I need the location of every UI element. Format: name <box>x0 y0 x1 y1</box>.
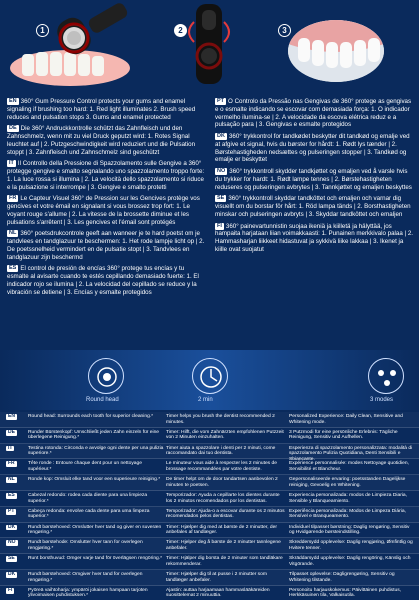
row-timer-text: Timer: Hjælper dig med at børste de 2 minutter, der anbefales af tandlæger. <box>166 524 277 536</box>
lang-block-no <box>215 168 415 191</box>
step-number-2: 2 <box>174 24 187 37</box>
timer-icon <box>192 358 228 394</box>
row-head-text: Rundt børstehoved: Omgiver hver tand for overlegen rengøring.* <box>28 571 143 583</box>
row-lang-code: FR <box>8 460 15 467</box>
teeth-icon <box>288 20 384 82</box>
row-timer-text: Timer aiuta a spazzolare i denti per 2 minuti, come raccomandato dai tuo dentista. <box>166 445 276 457</box>
row-modes-text: Expérience personnalisée: modes Nettoyage quotidien, Sensibilité et Blancheur. <box>289 461 409 473</box>
row-head-text: Runder Bürstenkopf: Umschließt jeden Zahn einzeln für eine überlegene Reinigung.* <box>28 429 160 441</box>
row-modes-text: Personalized Experience: Daily Clean, Sensitive and Whitening mode. <box>289 414 403 425</box>
table-row <box>0 475 419 491</box>
row-head-text: Rundt børstehoved: Omslutter hver tand og giver en suveræn rengøring.* <box>28 524 162 536</box>
row-head-text: Cabezal redondo: rodea cada diente para una limpieza superior.* <box>28 492 148 504</box>
lang-text: O Controlo da Pressão nas Gengivas de 360° protege as gengivas e o esmalte indicando se escovar com demasiada força: 1. O indicador vermelho ilumina-se | 2. A velocidade da escova elétrica reduz e a pulsação para | 3. Gengivas e esmalte protegidos <box>215 98 412 129</box>
lang-block-nl <box>7 230 207 261</box>
lang-text: 360° painevartunnistin suojaa ikeniä ja kiilletä ja hälyttää, jos hampaita harjataan liian voimakkaasti: 1. Punainen merkkivalo palaa | 2. Hammasharjan liikkeet hidastuvat ja sykkivä liike lakkaa | 3. Ikenet ja kiille ovat suojatut <box>215 222 413 253</box>
lang-text: 360° Gum Pressure Control protects your gums and enamel signaling if brushing too hard: 1. Red light illuminates 2. Brush speed reduces and pulsation stops 3. Gums and enamel protected <box>7 98 196 121</box>
gum-pressure-brush-icon <box>0 0 150 95</box>
row-lang-code: DK <box>8 570 16 577</box>
row-timer-text: Timer: Hjælper dig til at pusse i 2 minutter som tandlæger anbefaler. <box>166 571 267 583</box>
lang-block-fi <box>215 223 415 254</box>
row-timer-text: Ajastin: auttaa harjaamaan hammaslääkäreiden suosittelemat 2 minuuttia. <box>166 587 270 599</box>
modes-icon <box>368 358 404 394</box>
row-lang-code: NO <box>8 539 16 546</box>
row-head-text: Cabeça redonda: envolve cada dente para uma limpeza superior.* <box>28 508 150 520</box>
step-2-illustration <box>150 0 270 95</box>
row-modes-text: Skräddarsydd upplevelse: Daglig rengöring, Känslig och Vitgörande. <box>289 556 411 567</box>
step-1-illustration <box>0 0 150 95</box>
row-timer-text: Temporizador: Ayuda a cepillarte los dientes durante los 2 minutos recomendados por los dentistas. <box>166 492 280 504</box>
lang-text: 360° trykkontrol for tandkødet beskytter dit tandkød og emalje ved at afgive et signal, hvis du børster for hårdt: 1. Rødt lys tænder | 2. Børstehastigheden nedsættes og pulseringen stopper | 3. Tandkød og emalje er beskyttet <box>215 133 410 164</box>
row-timer-text: Timer: Hilft, die vom Zahnärzten empfohlenen Putzzeit von 2 Minuten einzuhalten. <box>166 429 284 441</box>
table-row <box>0 428 419 444</box>
row-head-text: Ronde kop: Omsluit elke tand voor een superieure reiniging.* <box>28 477 161 483</box>
table-row <box>0 570 419 586</box>
lang-tag: IT <box>9 160 14 167</box>
step-number-1: 1 <box>36 24 49 37</box>
row-timer-text: Timer: Hjälper dig borsta de 2 minuter som tandläkare rekommenderar. <box>166 556 283 567</box>
row-head-text: Testina rotonda: Circonda e avvolge ogni dente per una pulizia superiore.* <box>28 445 164 457</box>
step-3-illustration <box>270 0 419 95</box>
lang-block-en <box>7 98 207 121</box>
row-timer-text: Timer: Hjelper deg å børste de 2 minutter tannlegene anbefaler. <box>166 540 281 552</box>
feature-caption-timer: 2 min <box>198 397 213 403</box>
row-timer-text: De timer helpt om de door tandartsen aanbevolen 2 minuten te poetsen. <box>166 477 278 488</box>
feature-caption-modes: 3 modes <box>370 397 394 403</box>
lang-text: Die 360° Andruckkontrolle schützt das Zahnfleisch und den Zahnschmelz, wenn mit zu viel Druck geputzt wird: 1. Rotes Signal leuchtet auf | 2. Putzgeschwindigkeit wird reduziert und die Pulsation stoppt | 3. Zahnfleisch und Zahnschmelz sind geschützt <box>7 125 196 156</box>
lang-tag: NL <box>9 230 17 237</box>
round-head-icon <box>88 358 124 394</box>
lang-tag: ES <box>9 265 17 272</box>
lang-tag: DE <box>9 125 17 132</box>
gums-enamel-circle <box>288 20 384 82</box>
row-lang-code: ES <box>8 491 15 498</box>
toothbrush-handle-icon <box>150 0 270 95</box>
lang-tag: DK <box>217 133 225 139</box>
features-header <box>0 350 419 410</box>
row-head-text: Runt borsthuvud: Omger varje tand för överlägsen rengöring.* <box>28 556 163 562</box>
table-row <box>0 538 419 554</box>
row-head-text: Pyöreä vaihtoharja: ympäröi jokaisen hampaan tarjoten ylivoimaisen puhdistuksen.* <box>28 587 148 599</box>
row-lang-code: PT <box>8 507 15 514</box>
table-row <box>0 491 419 507</box>
multilingual-description <box>7 98 412 346</box>
row-lang-code: SE <box>8 555 15 562</box>
row-head-text: Round head: Surrounds each tooth for superior cleaning.* <box>28 414 154 419</box>
table-row <box>0 412 419 428</box>
feature-caption-round-head: Round head <box>86 397 119 403</box>
row-lang-code: IT <box>8 444 13 451</box>
lang-text: 360° trykkontroll skydder tandkjøttet og emaljen ved å varsle hvis du trykker for hardt: 1. Rødt lampe tennes | 2. Børstehastigheten reduseres og pulseringen avbrytes | 3. Tannkjøttet og emaljen beskyttes <box>215 168 412 191</box>
lang-text: Le Capteur Visuel 360° de Pression sur les Gencives protège vos gencives et votre émail en signalant si vous brossez trop fort: 1. Le voyant rouge s'allume | 2. La vitesse de la brossette diminue et les pulsations s'arrêtent | 3. Les gencives et l'émail sont protégés <box>7 195 200 226</box>
lang-tag: SE <box>217 195 225 202</box>
lang-tag: NO <box>217 168 226 174</box>
row-modes-text: 3 Putzmodi für eine persönliche Erlebnis: Tägliche Reinigung, Sensitiv und Aufhellen. <box>289 429 398 441</box>
row-modes-text: Tilpasset oplevelse: Dagligrengøring, Sensitiv og Whitening tilstande. <box>289 571 395 583</box>
text-column-right <box>215 98 415 258</box>
lang-tag: FR <box>9 195 17 202</box>
row-modes-text: Individuel tilpasset børstning: Daglig rengøring, Sensitiv og Hvidgørende børsteindstilling. <box>289 524 410 536</box>
table-row <box>0 554 419 570</box>
row-modes-text: Experiência personalizada: Modos de Limpeza Diária, Sensível e Branqueamento. <box>289 508 406 520</box>
row-lang-code: DE <box>8 428 15 435</box>
row-modes-text: Skreddersydd opplevelse: Daglig rengjøring, Ømfintlig og Hvitere tenner. <box>289 540 413 552</box>
lang-text: 360° trykkontroll skyddar tandköttet och emaljen och varnar dig visuellt om du borstar för hårt: 1. Röd lampa tänds | 2. Borsthastigheten minskar och pulseringen avbryts | 3. Skyddar tandköttet och emaljen <box>215 195 411 218</box>
lang-text: El control de presión de encías 360° protege tus encías y tu esmalte al avisarte cuando te estés cepillando demasiado fuerte: 1. El indicador rojo se ilumina | 2. La velocidad del cepillado se reduce y la vibración se detiene | 3. Encías y esmalte protegidos <box>7 265 199 296</box>
row-timer-text: Le minuteur vous aide à respecter les 2 minutes de brossage recommandées par votre dentiste. <box>166 461 277 473</box>
row-head-text: Rundt børstehode: Omslutter hver tann for overlegen rengjøring.* <box>28 540 143 552</box>
lang-block-it <box>7 160 207 191</box>
row-lang-code: NL <box>8 476 15 483</box>
table-row <box>0 459 419 475</box>
lang-block-es <box>7 265 207 296</box>
lang-block-fr <box>7 195 207 226</box>
text-column-left <box>7 98 207 300</box>
lang-text: Il Controllo della Pressione di Spazzolamento sulle Gengive a 360° protegge gengive e smalto segnalando uno spazzolamento troppo forte: 1. La luce rossa si illumina | 2. La velocità dello spazzolamento si riduce e la pulsazione si interrompe | 3. Gengive e smalto protetti <box>7 160 205 191</box>
row-modes-text: Experiencia personalizada: modos de Limpieza Diaria, Sensible y Blanqueamiento. <box>289 492 407 504</box>
table-row <box>0 444 419 460</box>
features-table <box>0 412 419 600</box>
lang-tag: EN <box>9 98 17 104</box>
row-timer-text: Timer helps you brush the dentist recommended 2 minutes. <box>166 414 275 425</box>
lang-block-dk <box>215 133 415 164</box>
lang-tag: PT <box>217 98 225 104</box>
row-head-text: Tête ronde : Entoure chaque dent pour un nettoyage supérieur.* <box>28 461 142 473</box>
table-row <box>0 507 419 523</box>
row-modes-text: Esperienza di spazzolamento personalizzata: modalità di spazzolamento Pulizia Quotidiana, Denti Sensibili e Sbiancante. <box>289 445 413 462</box>
illustration-strip <box>0 0 419 95</box>
table-row <box>0 523 419 539</box>
table-row <box>0 586 419 600</box>
row-modes-text: Personoitu harjauskokemus: Päivittäinen puhdistus, Herkkäsuinen tila, Valkaisutila. <box>289 587 402 599</box>
row-lang-code: FI <box>8 586 13 593</box>
step-number-3: 3 <box>278 24 291 37</box>
row-lang-code: EN <box>8 413 15 419</box>
row-lang-code: DK <box>8 523 16 530</box>
row-timer-text: Temporizador: Ajuda-o a escovar durante os 2 minutos recomendados pelos dentistas. <box>166 508 285 520</box>
lang-block-se <box>215 195 415 218</box>
lang-block-de <box>7 125 207 156</box>
lang-tag: FI <box>217 222 222 229</box>
row-modes-text: Gepersonaliseerde ervaring: poetsstanden Dagelijkse reiniging, Gevoelig en Whitening. <box>289 477 406 488</box>
lang-text: 360° poetsdrukcontrole geeft aan wanneer je te hard poetst om je tandvlees en tandglazuur te beschermen: 1. Het rode lampje licht op | 2. De poetssnelheid vermindert en de pulsatie stopt | 3. Tandvlees en tandglazuur zijn beschermd <box>7 230 205 261</box>
lang-block-pt <box>215 98 415 129</box>
